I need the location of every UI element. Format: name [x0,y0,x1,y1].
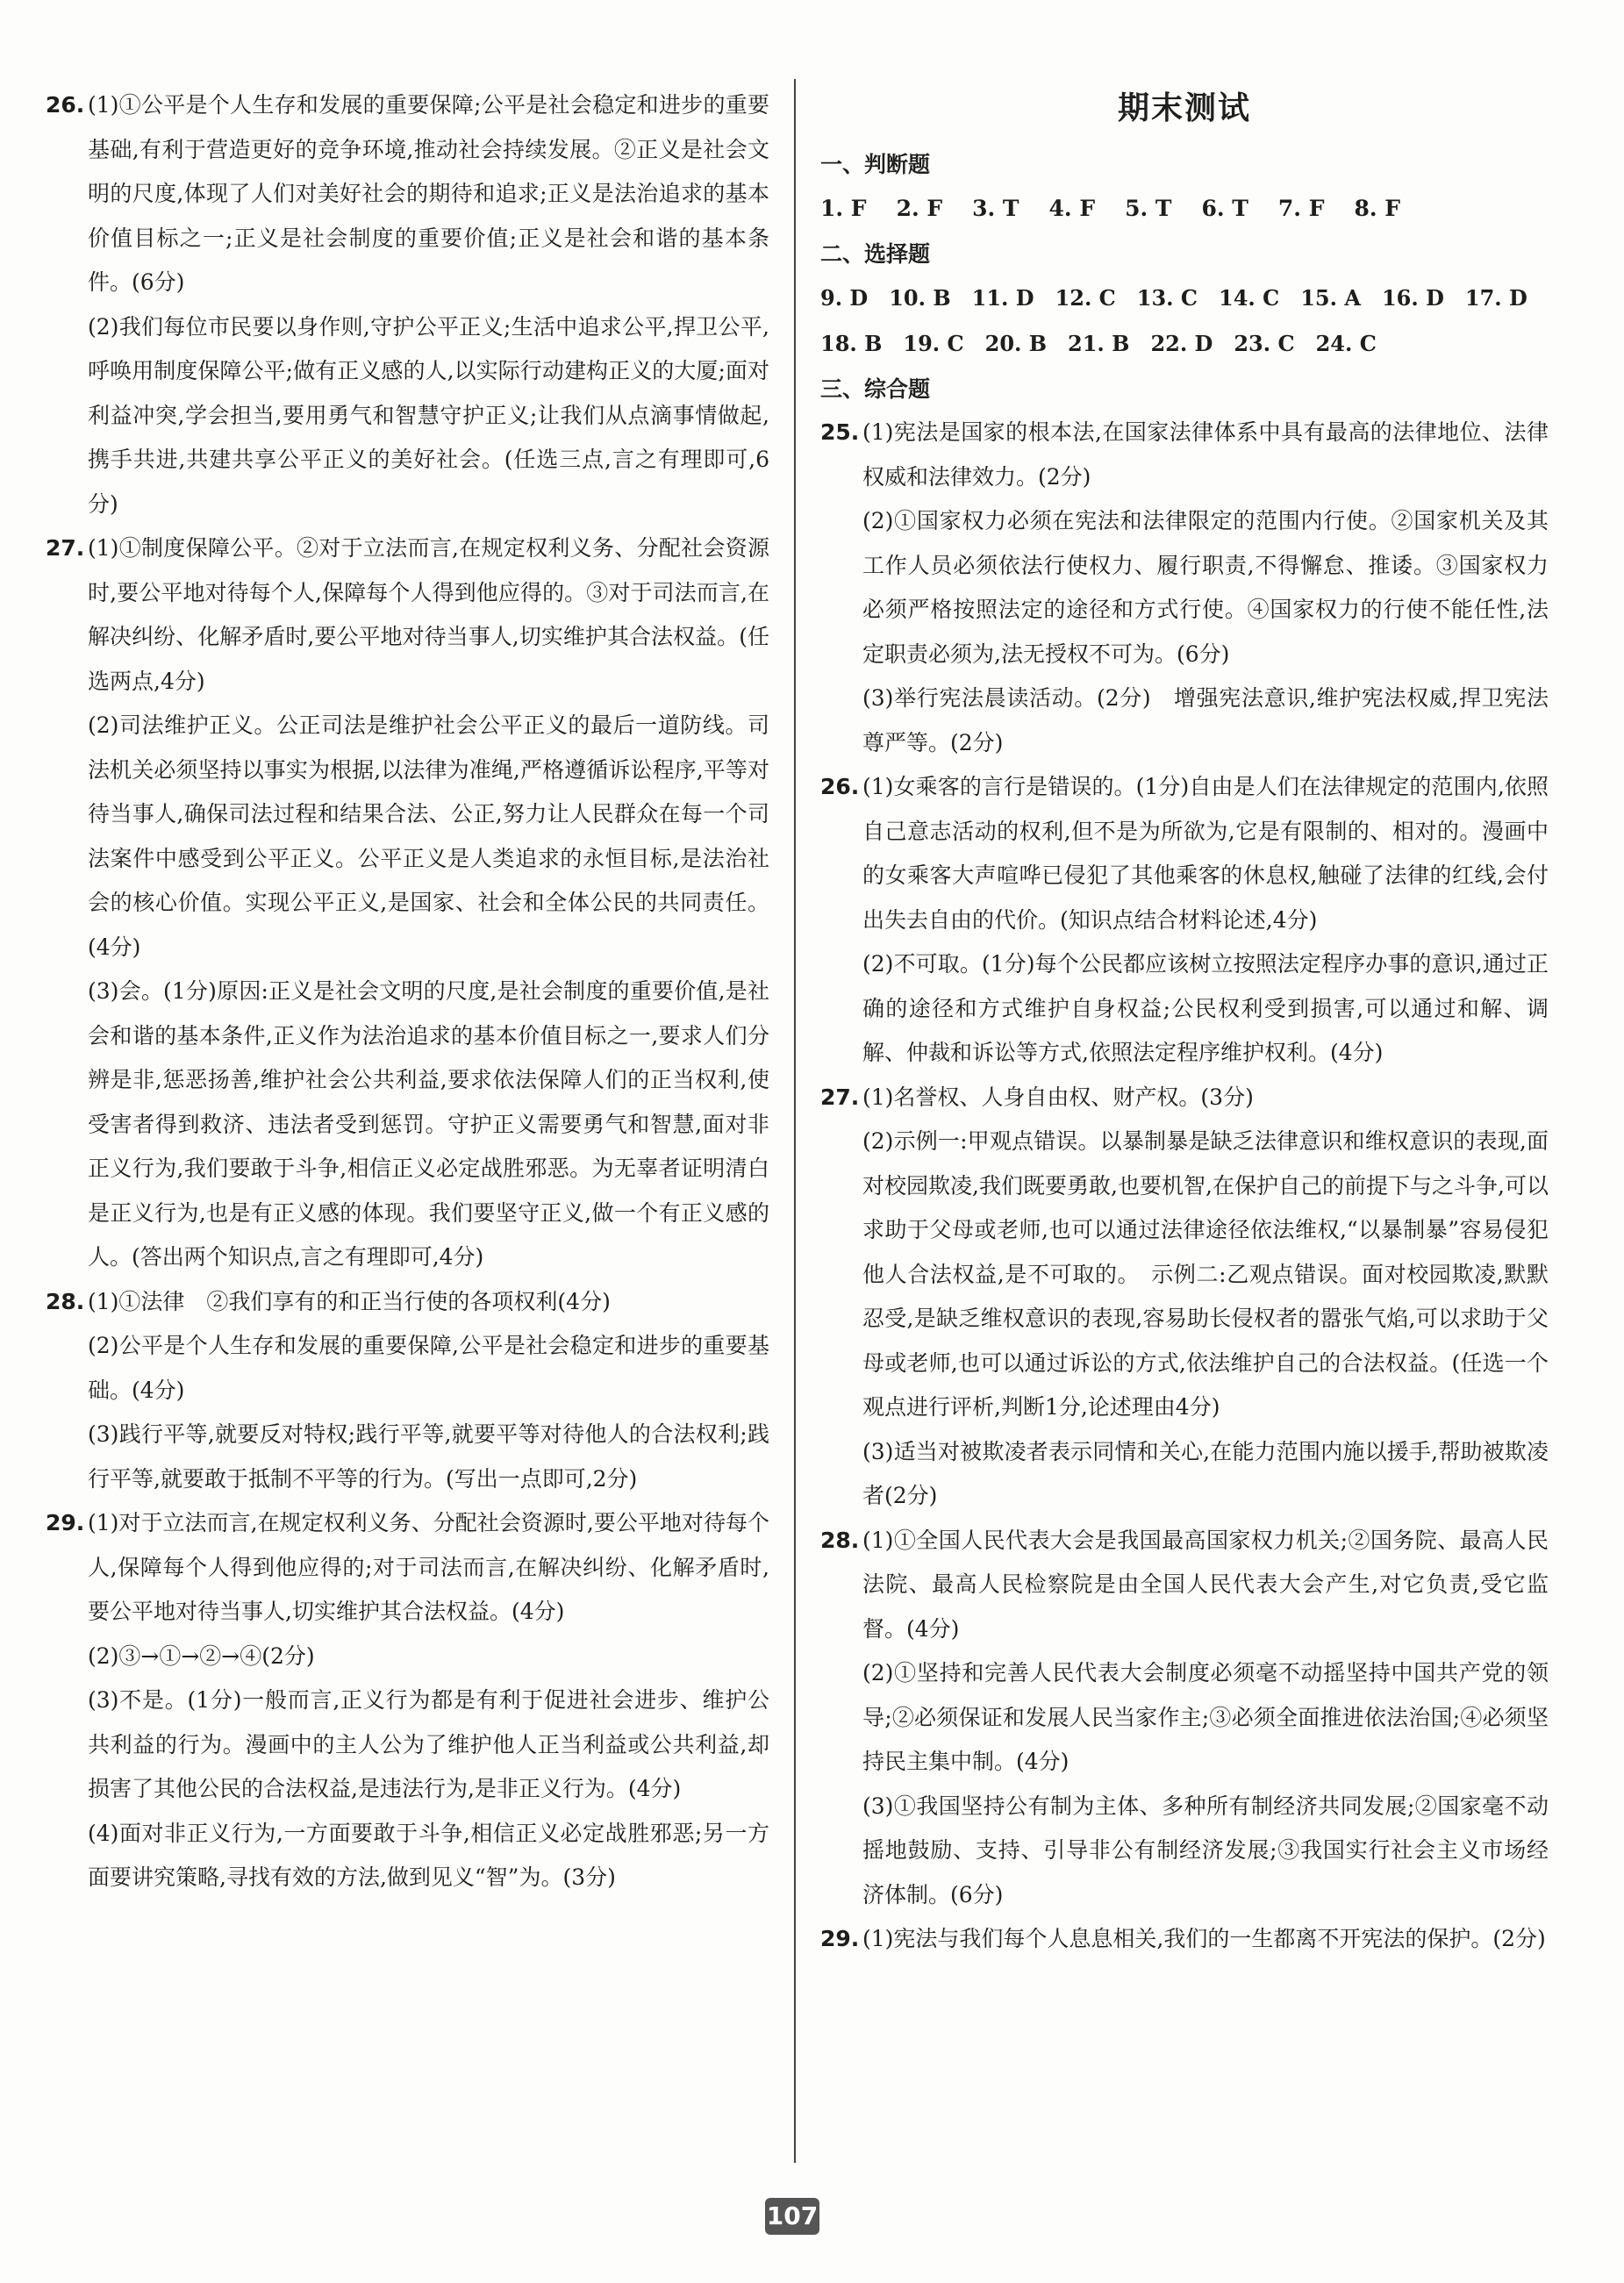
right-column [820,83,1549,1962]
answer-paragraph: 26. (1)女乘客的言行是错误的。(1分)自由是人们在法律规定的范围内,依照自己意志活动的权利,但不是为所欲为,它是有限制的、相对的。漫画中的女乘客大声喧哗已侵犯了其他乘客的休息权,触碰了法律的红线,会付出失去自由的代价。(知识点结合材料论述,4分) [820,774,1549,933]
answer-item: 9. D [820,285,869,311]
section-heading: 一、判断题 [820,152,931,177]
answer-item: 11. D [971,285,1034,311]
right-q28 [820,1519,1549,1918]
answer-item: 2. F [896,196,943,221]
answer-item: 24. C [1315,331,1377,356]
left-q29 [46,1501,769,1900]
answer-item: 18. B [820,331,883,356]
answer-paragraph: (3)不是。(1分)一般而言,正义行为都是有利于促进社会进步、维护公共利益的行为。漫画中的主人公为了维护他人正当利益或公共利益,却损害了其他公民的合法权益,是违法行为,是非正义行为。(4分) [88,1687,769,1801]
right-q26 [820,765,1549,1076]
left-q26 [46,83,769,526]
column-divider [794,79,796,2163]
answer-item: 4. F [1048,196,1096,221]
answer-item: 21. B [1068,331,1130,356]
right-q29 [820,1917,1549,1962]
answer-item: 13. C [1136,285,1198,311]
answer-item: 22. D [1150,331,1213,356]
answer-paragraph: (3)举行宪法晨读活动。(2分) 增强宪法意识,维护宪法权威,捍卫宪法尊严等。(2分) [862,685,1549,755]
answer-paragraph: 29. (1)对于立法而言,在规定权利义务、分配社会资源时,要公平地对待每个人,保障每个人得到他应得的;对于司法而言,在解决纠纷、化解矛盾时,要公平地对待当事人,切实维护其合法权益。(4分) [46,1510,769,1624]
answer-item: 3. T [972,196,1019,221]
answer-item: 14. C [1219,285,1280,311]
answer-paragraph: (2)我们每位市民要以身作则,守护公平正义;生活中追求公平,捍卫公平,呼唤用制度保障公平;做有正义感的人,以实际行动建构正义的大厦;面对利益冲突,学会担当,要用勇气和智慧守护正义;让我们从点滴事情做起,携手共进,共建共享公平正义的美好社会。(任选三点,言之有理即可,6分) [88,313,769,517]
left-column [46,83,769,1900]
answer-item: 1. F [820,196,867,221]
answer-item: 7. F [1277,196,1325,221]
answer-item: 23. C [1234,331,1295,356]
answer-paragraph: (3)①我国坚持公有制为主体、多种所有制经济共同发展;②国家毫不动摇地鼓励、支持、引导非公有制经济发展;③我国实行社会主义市场经济体制。(6分) [862,1793,1549,1907]
right-q25 [820,411,1549,765]
answer-paragraph: (3)会。(1分)原因:正义是社会文明的尺度,是社会制度的重要价值,是社会和谐的基本条件,正义作为法治追求的基本价值目标之一,要求人们分辨是非,惩恶扬善,维护社会公共利益,要求依法保障人们的正当权利,使受害者得到救济、违法者受到惩罚。守护正义需要勇气和智慧,面对非正义行为,我们要敢于斗争,相信正义必定战胜邪恶。为无辜者证明清白是正义行为,也是有正义感的体现。我们要坚守正义,做一个有正义感的人。(答出两个知识点,言之有理即可,4分) [88,978,769,1270]
answer-paragraph: 26. (1)①公平是个人生存和发展的重要保障;公平是社会稳定和进步的重要基础,有利于营造更好的竞争环境,推动社会持续发展。②正义是社会文明的尺度,体现了人们对美好社会的期待和追求;正义是法治追求的基本价值目标之一;正义是社会制度的重要价值;正义是社会和谐的基本条件。(6分) [46,92,769,295]
judge-answers [820,186,1549,232]
answer-paragraph: (2)司法维护正义。公正司法是维护社会公平正义的最后一道防线。司法机关必须坚持以事实为根据,以法律为准绳,严格遵循诉讼程序,平等对待当事人,确保司法过程和结果合法、公正,努力让人民群众在每一个司法案件中感受到公平正义。公平正义是人类追求的永恒目标,是法治社会的核心价值。实现公平正义,是国家、社会和全体公民的共同责任。(4分) [88,712,769,960]
section-heading: 二、选择题 [820,241,931,267]
answer-paragraph: (2)①国家权力必须在宪法和法律限定的范围内行使。②国家机关及其工作人员必须依法行使权力、履行职责,不得懈怠、推诿。③国家权力必须严格按照法定的途径和方式行使。④国家权力的行使不能任性,法定职责必须为,法无授权不可为。(6分) [862,508,1549,667]
answer-item: 17. D [1464,285,1527,311]
answer-item: 10. B [889,285,951,311]
choice-answers [820,276,1549,367]
answer-item: 6. T [1201,196,1248,221]
left-q27 [46,526,769,1280]
answer-paragraph: (2)③→①→②→④(2分) [88,1642,315,1669]
answer-paragraph: (2)示例一:甲观点错误。以暴制暴是缺乏法律意识和维权意识的表现,面对校园欺凌,我们既要勇敢,也要机智,在保护自己的前提下与之斗争,可以求助于父母或老师,也可以通过法律途径依法维权,“以暴制暴”容易侵犯他人合法权益,是不可取的。 示例二:乙观点错误。面对校园欺凌,默默忍受,是缺乏维权意识的表现,容易助长侵权者的嚣张气焰,可以求助于父母或老师,也可以通过诉讼的方式,依法维护自己的合法权益。(任选一个观点进行评析,判断1分,论述理由4分) [862,1128,1549,1420]
answer-paragraph: 27. (1)名誉权、人身自由权、财产权。(3分) [820,1084,1254,1110]
answer-paragraph: (2)公平是个人生存和发展的重要保障,公平是社会稳定和进步的重要基础。(4分) [88,1333,769,1403]
answer-paragraph: 25. (1)宪法是国家的根本法,在国家法律体系中具有最高的法律地位、法律权威和法律效力。(2分) [820,419,1549,490]
answer-paragraph: (2)①坚持和完善人民代表大会制度必须毫不动摇坚持中国共产党的领导;②必须保证和发展人民当家作主;③必须全面推进依法治国;④必须坚持民主集中制。(4分) [862,1660,1549,1774]
answer-paragraph: (3)践行平等,就要反对特权;践行平等,就要平等对待他人的合法权利;践行平等,就要敢于抵制不平等的行为。(写出一点即可,2分) [88,1421,769,1492]
answer-paragraph: (2)不可取。(1分)每个公民都应该树立按照法定程序办事的意识,通过正确的途径和方式维护自身权益;公民权利受到损害,可以通过和解、调解、仲裁和诉讼等方式,依照法定程序维护权利。(4分) [862,951,1549,1065]
answer-item: 5. T [1125,196,1172,221]
page-title: 期末测试 [1117,90,1251,126]
answer-item: 19. C [903,331,964,356]
answer-paragraph: (3)适当对被欺凌者表示同情和关心,在能力范围内施以援手,帮助被欺凌者(2分) [862,1438,1549,1508]
page-number: 107 [765,2198,819,2235]
right-q27 [820,1076,1549,1519]
answer-paragraph: 28. (1)①全国人民代表大会是我国最高国家权力机关;②国务院、最高人民法院、最高人民检察院是由全国人民代表大会产生,对它负责,受它监督。(4分) [820,1527,1549,1642]
answer-paragraph: (4)面对非正义行为,一方面要敢于斗争,相信正义必定战胜邪恶;另一方面要讲究策略,寻找有效的方法,做到见义“智”为。(3分) [88,1820,769,1890]
answer-paragraph: 28. (1)①法律 ②我们享有的和正当行使的各项权利(4分) [46,1288,611,1314]
answer-item: 16. D [1381,285,1444,311]
answer-item: 15. A [1300,285,1361,311]
left-q28 [46,1280,769,1502]
answer-paragraph: 27. (1)①制度保障公平。②对于立法而言,在规定权利义务、分配社会资源时,要公平地对待每个人,保障每个人得到他应得的。③对于司法而言,在解决纠纷、化解矛盾时,要公平地对待当事人,切实维护其合法权益。(任选两点,4分) [46,535,769,694]
section-heading: 三、综合题 [820,376,931,402]
answer-item: 20. B [984,331,1048,356]
answer-item: 12. C [1055,285,1116,311]
answer-paragraph: 29. (1)宪法与我们每个人息息相关,我们的一生都离不开宪法的保护。(2分) [820,1926,1546,1951]
answer-item: 8. F [1354,196,1401,221]
